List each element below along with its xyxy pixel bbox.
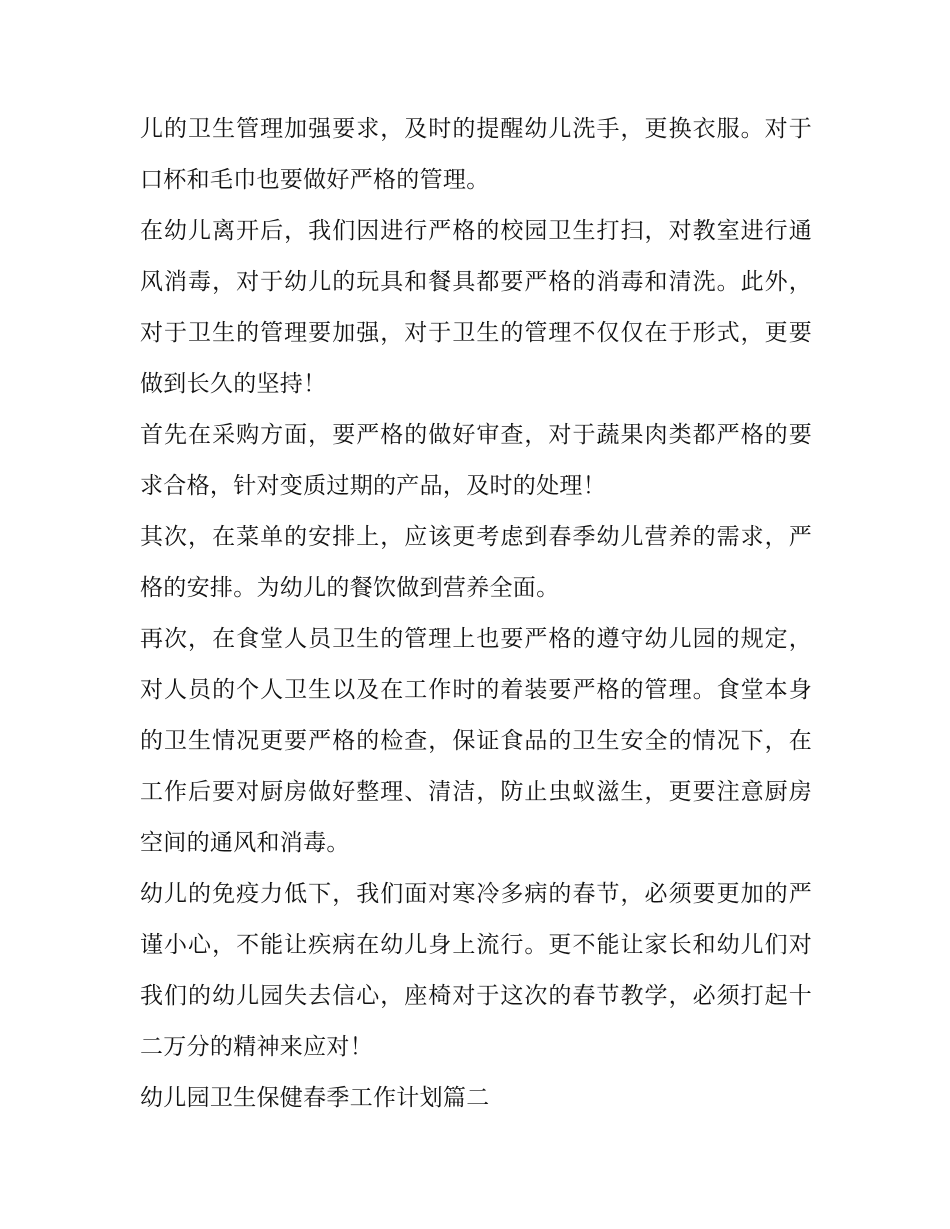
paragraph-campus-cleaning: 在幼儿离开后，我们因进行严格的校园卫生打扫，对教室进行通风消毒，对于幼儿的玩具和餐具都要严格的消毒和清洗。此外，对于卫生的管理要加强，对于卫生的管理不仅仅在于形式，更要做到长久的坚持！ (140, 218, 812, 397)
paragraph-immunity: 幼儿的免疫力低下，我们面对寒冷多病的春节，必须要更加的严谨小心，不能让疾病在幼儿身上流行。更不能让家长和幼儿们对我们的幼儿园失去信心，座椅对于这次的春节教学，必须打起十二万分的精神来应对！ (140, 881, 812, 1060)
paragraph-menu-planning: 其次，在菜单的安排上，应该更考虑到春季幼儿营养的需求，严格的安排。为幼儿的餐饮做到营养全面。 (140, 524, 812, 601)
paragraph-hygiene-requirements: 儿的卫生管理加强要求，及时的提醒幼儿洗手，更换衣服。对于口杯和毛巾也要做好严格的管理。 (140, 116, 812, 193)
document-body (140, 104, 812, 1124)
paragraph-procurement: 首先在采购方面，要严格的做好审查，对于蔬果肉类都严格的要求合格，针对变质过期的产品，及时的处理！ (140, 422, 812, 499)
paragraph-canteen-staff: 再次，在食堂人员卫生的管理上也要严格的遵守幼儿园的规定，对人员的个人卫生以及在工作时的着装要严格的管理。食堂本身的卫生情况更要严格的检查，保证食品的卫生安全的情况下，在工作后要对厨房做好整理、清洁，防止虫蚁滋生，更要注意厨房空间的通风和消毒。 (140, 626, 812, 856)
section-heading: 幼儿园卫生保健春季工作计划篇二 (140, 1085, 490, 1111)
